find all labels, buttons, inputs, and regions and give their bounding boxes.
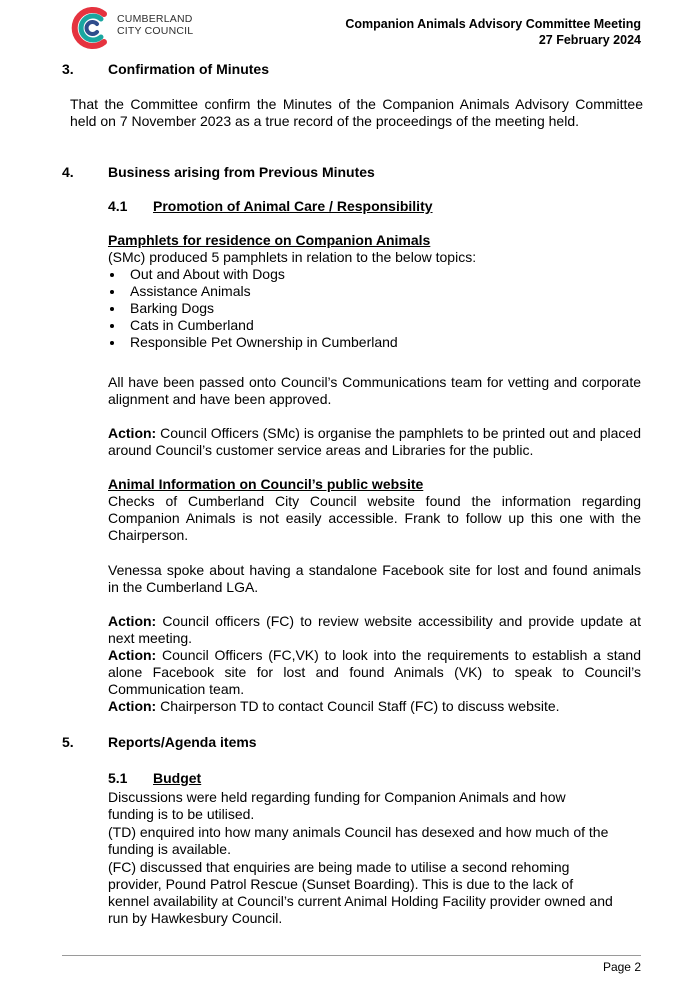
meeting-title: Companion Animals Advisory Committee Meeting: [345, 17, 641, 31]
footer-divider: [62, 955, 641, 956]
pamphlets-approved: All have been passed onto Council’s Communications team for vetting and corporate alignment and have been approved.: [108, 374, 641, 407]
budget-p1: Discussions were held regarding funding for Companion Animals and how funding is to be utilised.: [108, 789, 566, 822]
action-text: Council Officers (SMc) is organise the pamphlets to be printed out and placed around Council’s customer service areas and Libraries for the public.: [108, 425, 641, 458]
action-label: Action:: [108, 647, 157, 663]
section-5-heading: [62, 734, 257, 751]
section-5-title: Reports/Agenda items: [108, 734, 257, 750]
pamphlets-intro: (SMc) produced 5 pamphlets in relation to the below topics:: [108, 249, 477, 265]
section-3-number: 3.: [62, 61, 74, 77]
pamphlets-heading: Pamphlets for residence on Companion Animals: [108, 232, 431, 248]
website-heading: Animal Information on Council’s public website: [108, 476, 424, 492]
action-label: Action:: [108, 425, 157, 441]
subsection-5-1-title: Budget: [153, 770, 202, 786]
subsection-4-1-number: 4.1: [108, 198, 128, 214]
list-item: Responsible Pet Ownership in Cumberland: [108, 334, 398, 351]
website-action-1: [108, 613, 641, 647]
section-3-body: That the Committee confirm the Minutes of the Companion Animals Advisory Committee held on 7 November 2023 as a true record of the proceedings of the meeting held.: [70, 96, 643, 129]
action-text: Council officers (FC) to review website accessibility and provide update at next meeting.: [108, 613, 641, 646]
website-facebook: Venessa spoke about having a standalone Facebook site for lost and found animals in the Cumberland LGA.: [108, 562, 641, 595]
website-action-3: [108, 698, 641, 715]
website-action-2: [108, 647, 641, 698]
action-label: Action:: [108, 613, 157, 629]
list-item: Out and About with Dogs: [108, 266, 398, 283]
action-label: Action:: [108, 698, 157, 714]
council-name-line2: CITY COUNCIL: [117, 25, 194, 37]
section-4-title: Business arising from Previous Minutes: [108, 164, 375, 180]
pamphlet-topics-list: [108, 266, 398, 351]
action-text: Council Officers (FC,VK) to look into the requirements to establish a stand alone Facebook site for lost and found Animals (VK) to speak to Council’s Communication team.: [108, 647, 641, 697]
meeting-header: [345, 16, 641, 48]
section-3-heading: [62, 61, 269, 78]
subsection-4-1-title: Promotion of Animal Care / Responsibility: [153, 198, 433, 214]
list-item: Barking Dogs: [108, 300, 398, 317]
council-name-line1: CUMBERLAND: [117, 13, 193, 25]
meeting-date: 27 February 2024: [538, 33, 641, 47]
pamphlets-action: [108, 425, 641, 459]
page-number: Page 2: [602, 960, 641, 974]
subsection-5-1-heading: [108, 770, 201, 787]
section-5-number: 5.: [62, 734, 74, 750]
action-text: Chairperson TD to contact Council Staff (FC) to discuss website.: [156, 698, 560, 714]
section-4-number: 4.: [62, 164, 74, 180]
council-name: [117, 13, 193, 37]
list-item: Cats in Cumberland: [108, 317, 398, 334]
section-4-heading: [62, 164, 375, 181]
cumberland-logo-icon: [64, 2, 116, 54]
subsection-5-1-number: 5.1: [108, 770, 128, 786]
list-item: Assistance Animals: [108, 283, 398, 300]
budget-p3: (FC) discussed that enquiries are being made to utilise a second rehoming provider, Pound Patrol Rescue (Sunset Boarding). This is due to the lack of kennel availability at Council’s current Animal Holding Facility provider owned and run by Hawkesbury Council.: [108, 859, 613, 926]
section-3-title: Confirmation of Minutes: [108, 61, 269, 77]
subsection-4-1-heading: [108, 198, 433, 215]
budget-p2: (TD) enquired into how many animals Council has desexed and how much of the funding is available.: [108, 824, 609, 857]
website-checks: Checks of Cumberland City Council website found the information regarding Companion Animals is not easily accessible. Frank to follow up this one with the Chairperson.: [108, 493, 641, 543]
